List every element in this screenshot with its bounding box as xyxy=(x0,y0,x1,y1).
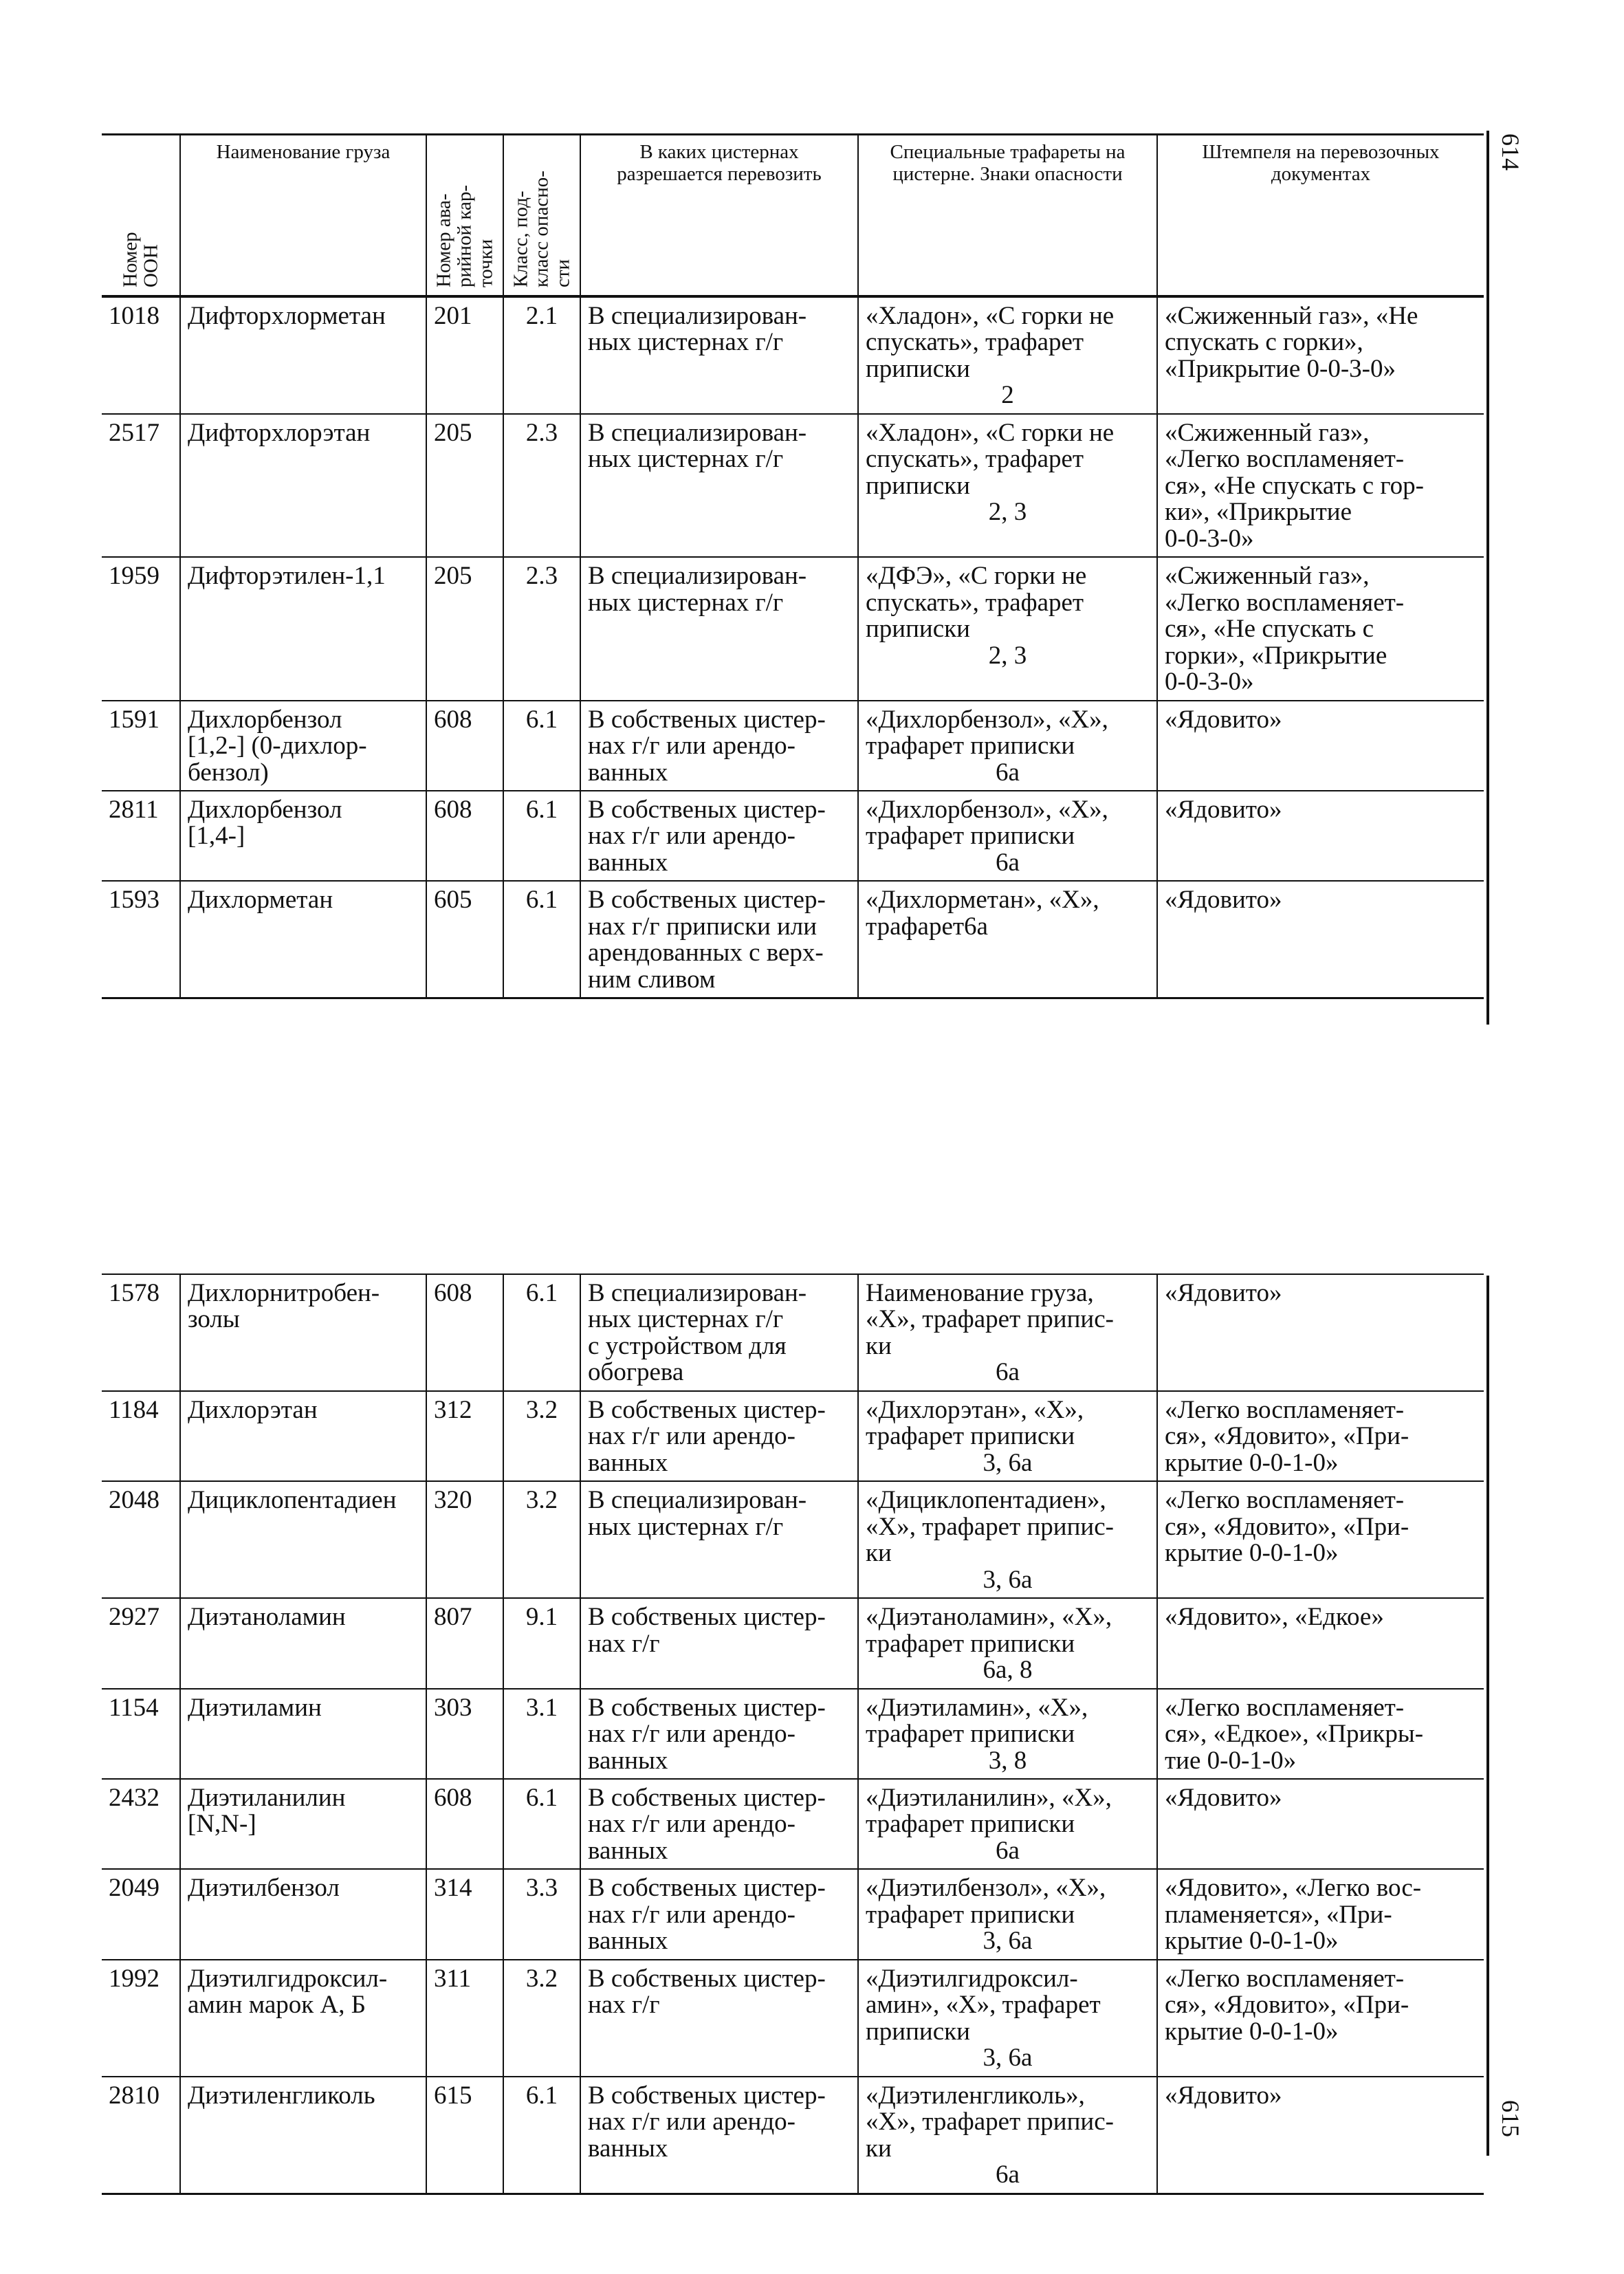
cargo-name-cell: Дифторхлорэтан xyxy=(180,414,426,557)
stamps-cell: «Ядовито» xyxy=(1157,1779,1484,1869)
hazard-sign-code: 3, 6а xyxy=(983,2044,1033,2073)
hazard-class-cell: 6.1 xyxy=(503,701,580,791)
tanks-cell: В собственых цистер- нах г/г или арендо- ванных xyxy=(580,1779,858,1869)
table-row xyxy=(102,701,1484,791)
stamps-cell: «Легко воспламеняет- ся», «Ядовито», «При- крытие 0-0-1-0» xyxy=(1157,1391,1484,1481)
table-row xyxy=(102,1274,1484,1391)
table-row xyxy=(102,1869,1484,1959)
table-row xyxy=(102,881,1484,998)
table-row xyxy=(102,1960,1484,2077)
table-header-row xyxy=(102,135,1484,297)
emergency-card-cell: 605 xyxy=(426,881,503,998)
un-number-cell: 1959 xyxy=(102,557,180,700)
emergency-card-cell: 608 xyxy=(426,1779,503,1869)
un-number-cell: 1578 xyxy=(102,1274,180,1391)
stamps-cell: «Ядовито» xyxy=(1157,2077,1484,2194)
cargo-name-cell: Диэтиламин xyxy=(180,1689,426,1779)
hazard-class-cell: 3.2 xyxy=(503,1391,580,1481)
table-row xyxy=(102,557,1484,700)
table-row xyxy=(102,2077,1484,2194)
cargo-name-cell: Дициклопентадиен xyxy=(180,1481,426,1598)
stencils-cell: «Диэтаноламин», «Х», трафарет приписки 6а, 8 xyxy=(858,1598,1157,1688)
hazard-class-cell: 6.1 xyxy=(503,1274,580,1391)
cargo-name-cell: Дифторэтилен-1,1 xyxy=(180,557,426,700)
tanks-cell: В собственых цистер- нах г/г xyxy=(580,1960,858,2077)
hazard-class-cell: 3.2 xyxy=(503,1960,580,2077)
tanks-cell: В собственых цистер- нах г/г или арендо- ванных xyxy=(580,1391,858,1481)
hazard-sign-code: 6а xyxy=(996,1836,1020,1865)
header-stamps: Штемпеля на перевозочных документах xyxy=(1157,135,1484,297)
emergency-card-cell: 311 xyxy=(426,1960,503,2077)
tanks-cell: В специализирован- ных цистернах г/г xyxy=(580,557,858,700)
hazard-sign-code: 2, 3 xyxy=(988,498,1027,527)
table-row xyxy=(102,1391,1484,1481)
emergency-card-cell: 320 xyxy=(426,1481,503,1598)
un-number-cell: 1184 xyxy=(102,1391,180,1481)
tanks-cell: В специализирован- ных цистернах г/г xyxy=(580,414,858,557)
header-stencils: Специальные трафареты на цистерне. Знаки опасности xyxy=(858,135,1157,297)
hazard-sign-code: 6а, 8 xyxy=(983,1656,1033,1685)
tanks-cell: В собственых цистер- нах г/г или арендо- ванных xyxy=(580,1689,858,1779)
tanks-cell: В специализирован- ных цистернах г/г xyxy=(580,296,858,414)
right-margin-rule-top xyxy=(1486,131,1489,1025)
table-row xyxy=(102,791,1484,881)
hazard-sign-code: 6а xyxy=(996,2161,1020,2189)
stamps-cell: «Легко воспламеняет- ся», «Ядовито», «При- крытие 0-0-1-0» xyxy=(1157,1960,1484,2077)
stencils-cell: «Дихлорэтан», «Х», трафарет приписки 3, 6а xyxy=(858,1391,1157,1481)
cargo-name-cell: Дихлорбензол [1,4-] xyxy=(180,791,426,881)
hazard-sign-code: 3, 6а xyxy=(983,1927,1033,1956)
emergency-card-cell: 312 xyxy=(426,1391,503,1481)
table-row xyxy=(102,414,1484,557)
hazard-sign-code: 6а xyxy=(996,758,1020,787)
emergency-card-cell: 608 xyxy=(426,1274,503,1391)
header-cargo-name: Наименование груза xyxy=(180,135,426,297)
stencils-cell: «Дихлорбензол», «Х», трафарет приписки 6а xyxy=(858,791,1157,881)
stencils-cell: «Хладон», «С горки не спускать», трафарет приписки 2, 3 xyxy=(858,414,1157,557)
un-number-cell: 1992 xyxy=(102,1960,180,2077)
hazard-class-cell: 2.1 xyxy=(503,296,580,414)
hazard-sign-code: 3, 6а xyxy=(983,1448,1033,1477)
table-row xyxy=(102,1481,1484,1598)
emergency-card-cell: 608 xyxy=(426,791,503,881)
stencils-cell: «Диэтиланилин», «Х», трафарет приписки 6а xyxy=(858,1779,1157,1869)
un-number-cell: 1018 xyxy=(102,296,180,414)
un-number-cell: 2927 xyxy=(102,1598,180,1688)
hazard-class-cell: 6.1 xyxy=(503,2077,580,2194)
cargo-name-cell: Дихлорэтан xyxy=(180,1391,426,1481)
emergency-card-cell: 205 xyxy=(426,414,503,557)
cargo-name-cell: Диэтиленгликоль xyxy=(180,2077,426,2194)
un-number-cell: 2811 xyxy=(102,791,180,881)
stencils-cell: «ДФЭ», «С горки не спускать», трафарет приписки 2, 3 xyxy=(858,557,1157,700)
emergency-card-cell: 807 xyxy=(426,1598,503,1688)
emergency-card-cell: 205 xyxy=(426,557,503,700)
hazard-class-cell: 2.3 xyxy=(503,414,580,557)
header-tanks: В каких цистернах разрешается перевозить xyxy=(580,135,858,297)
hazard-class-cell: 6.1 xyxy=(503,881,580,998)
cargo-table-top xyxy=(102,133,1484,999)
cargo-name-cell: Диэтиланилин [N,N-] xyxy=(180,1779,426,1869)
un-number-cell: 1591 xyxy=(102,701,180,791)
stamps-cell: «Ядовито» xyxy=(1157,791,1484,881)
emergency-card-cell: 314 xyxy=(426,1869,503,1959)
stencils-cell: «Диэтиленгликоль», «Х», трафарет припис- ки 6а xyxy=(858,2077,1157,2194)
cargo-name-cell: Диэтилбензол xyxy=(180,1869,426,1959)
stamps-cell: «Ядовито» xyxy=(1157,1274,1484,1391)
tanks-cell: В собственых цистер- нах г/г или арендо- ванных xyxy=(580,791,858,881)
hazard-sign-code: 3, 8 xyxy=(988,1746,1027,1775)
stencils-cell: Наименование груза, «Х», трафарет припис- ки 6а xyxy=(858,1274,1157,1391)
tanks-cell: В собственых цистер- нах г/г или арендо- ванных xyxy=(580,2077,858,2194)
tanks-cell: В специализирован- ных цистернах г/г с устройством для обогрева xyxy=(580,1274,858,1391)
stencils-cell: «Хладон», «С горки не спускать», трафарет приписки 2 xyxy=(858,296,1157,414)
stencils-cell: «Дициклопентадиен», «Х», трафарет припис- ки 3, 6а xyxy=(858,1481,1157,1598)
cargo-name-cell: Диэтаноламин xyxy=(180,1598,426,1688)
un-number-cell: 2049 xyxy=(102,1869,180,1959)
un-number-cell: 2048 xyxy=(102,1481,180,1598)
hazard-class-cell: 2.3 xyxy=(503,557,580,700)
emergency-card-cell: 303 xyxy=(426,1689,503,1779)
stamps-cell: «Ядовито» xyxy=(1157,701,1484,791)
emergency-card-cell: 201 xyxy=(426,296,503,414)
page-number-top: 614 xyxy=(1497,133,1524,171)
header-un-number: Номер ООН xyxy=(102,135,180,297)
hazard-sign-code: 3, 6а xyxy=(983,1565,1033,1594)
emergency-card-cell: 608 xyxy=(426,701,503,791)
stencils-cell: «Диэтилгидроксил- амин», «Х», трафарет приписки 3, 6а xyxy=(858,1960,1157,2077)
tanks-cell: В собственых цистер- нах г/г xyxy=(580,1598,858,1688)
tanks-cell: В специализирован- ных цистернах г/г xyxy=(580,1481,858,1598)
stencils-cell: «Диэтиламин», «Х», трафарет приписки 3, 8 xyxy=(858,1689,1157,1779)
stamps-cell: «Ядовито» xyxy=(1157,881,1484,998)
un-number-cell: 2810 xyxy=(102,2077,180,2194)
hazard-sign-code: 6а xyxy=(996,1358,1020,1387)
hazard-class-cell: 3.2 xyxy=(503,1481,580,1598)
emergency-card-cell: 615 xyxy=(426,2077,503,2194)
hazard-class-cell: 6.1 xyxy=(503,1779,580,1869)
stencils-cell: «Дихлорбензол», «Х», трафарет приписки 6а xyxy=(858,701,1157,791)
stencils-cell: «Дихлорметан», «Х», трафарет6а xyxy=(858,881,1157,998)
un-number-cell: 2517 xyxy=(102,414,180,557)
header-hazard-class: Класс, под- класс опасно- сти xyxy=(503,135,580,297)
page-number-bottom: 615 xyxy=(1497,2100,1524,2137)
hazard-sign-code: 2, 3 xyxy=(988,641,1027,670)
un-number-cell: 1593 xyxy=(102,881,180,998)
un-number-cell: 1154 xyxy=(102,1689,180,1779)
stamps-cell: «Ядовито», «Легко вос- пламеняется», «При- крытие 0-0-1-0» xyxy=(1157,1869,1484,1959)
table-row xyxy=(102,1598,1484,1688)
hazard-class-cell: 3.1 xyxy=(503,1689,580,1779)
right-margin-rule-bottom xyxy=(1486,1276,1489,2156)
header-emergency-card: Номер ава- рийной кар- точки xyxy=(426,135,503,297)
hazard-sign-code: 6а xyxy=(996,848,1020,877)
cargo-name-cell: Дихлорметан xyxy=(180,881,426,998)
table-row xyxy=(102,1779,1484,1869)
stamps-cell: «Легко воспламеняет- ся», «Едкое», «Прикры- тие 0-0-1-0» xyxy=(1157,1689,1484,1779)
un-number-cell: 2432 xyxy=(102,1779,180,1869)
stamps-cell: «Сжиженный газ», «Легко воспламеняет- ся», «Не спускать с горки», «Прикрытие 0-0-3-0» xyxy=(1157,557,1484,700)
hazard-sign-code: 2 xyxy=(1001,381,1014,410)
cargo-name-cell: Дифторхлорметан xyxy=(180,296,426,414)
table-row xyxy=(102,1689,1484,1779)
stamps-cell: «Легко воспламеняет- ся», «Ядовито», «При- крытие 0-0-1-0» xyxy=(1157,1481,1484,1598)
cargo-name-cell: Дихлорнитробен- золы xyxy=(180,1274,426,1391)
table-row xyxy=(102,296,1484,414)
stencils-cell: «Диэтилбензол», «Х», трафарет приписки 3, 6а xyxy=(858,1869,1157,1959)
stamps-cell: «Сжиженный газ», «Не спускать с горки», «Прикрытие 0-0-3-0» xyxy=(1157,296,1484,414)
tanks-cell: В собственых цистер- нах г/г или арендо- ванных xyxy=(580,1869,858,1959)
hazard-class-cell: 3.3 xyxy=(503,1869,580,1959)
stamps-cell: «Ядовито», «Едкое» xyxy=(1157,1598,1484,1688)
stamps-cell: «Сжиженный газ», «Легко воспламеняет- ся», «Не спускать с гор- ки», «Прикрытие 0-0-3-0» xyxy=(1157,414,1484,557)
tanks-cell: В собственых цистер- нах г/г или арендо- ванных xyxy=(580,701,858,791)
cargo-name-cell: Дихлорбензол [1,2-] (0-дихлор- бензол) xyxy=(180,701,426,791)
cargo-name-cell: Диэтилгидроксил- амин марок А, Б xyxy=(180,1960,426,2077)
hazard-class-cell: 9.1 xyxy=(503,1598,580,1688)
hazard-class-cell: 6.1 xyxy=(503,791,580,881)
cargo-table-bottom xyxy=(102,1273,1484,2195)
tanks-cell: В собственых цистер- нах г/г приписки или арендованных с верх- ним сливом xyxy=(580,881,858,998)
